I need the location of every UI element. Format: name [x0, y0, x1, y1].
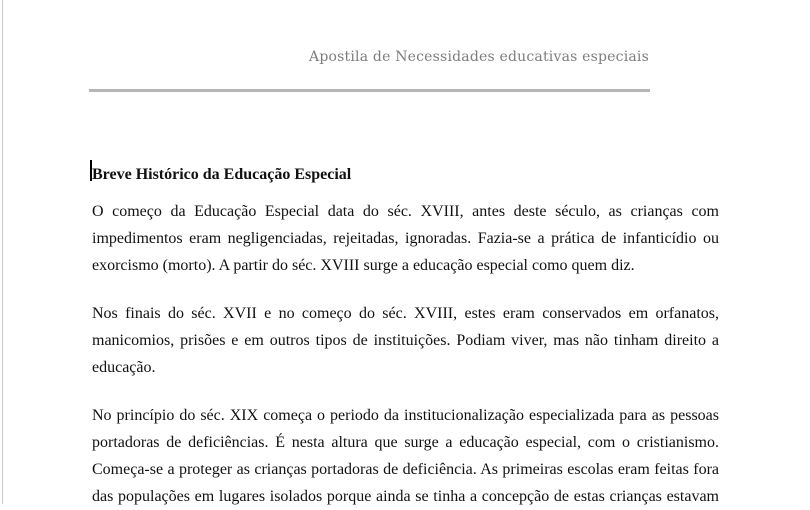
- text-line[interactable]: No princípio do séc. XIX começa o periodo da institucionalização especializada para as pessoas: [92, 407, 719, 424]
- text-line[interactable]: O começo da Educação Especial data do séc. XVIII, antes deste século, as crianças com: [92, 203, 719, 220]
- section-heading[interactable]: Breve Histórico da Educação Especial: [92, 166, 352, 183]
- paragraph-3: [92, 402, 719, 510]
- document-body: [92, 161, 719, 510]
- text-line[interactable]: manicomios, prisões e em outros tipos de instituições. Podiam viver, mas não tinham direito a: [92, 332, 719, 349]
- text-line[interactable]: Nos finais do séc. XVII e no começo do séc. XVIII, estes eram conservados em orfanatos,: [92, 305, 719, 322]
- text-line[interactable]: Começa-se a proteger as crianças portadoras de deficiência. As primeiras escolas eram feitas fora: [92, 461, 719, 478]
- text-cursor: [90, 160, 92, 181]
- text-line[interactable]: portadoras de deficiências. É nesta altura que surge a educação especial, com o cristianismo.: [92, 434, 719, 451]
- text-line[interactable]: educação.: [92, 359, 156, 376]
- text-line[interactable]: das populações em lugares isolados porque ainda se tinha a concepção de estas crianças estavam: [92, 488, 719, 505]
- page-left-edge-line: [2, 0, 3, 504]
- text-line[interactable]: impedimentos eram negligenciadas, rejeitadas, ignoradas. Fazia-se a prática de infanticídio ou: [92, 230, 719, 247]
- paragraph-1: [92, 198, 719, 279]
- text-line[interactable]: exorcismo (morto). A partir do séc. XVIII surge a educação especial como quem diz.: [92, 257, 635, 274]
- page-header-title[interactable]: Apostila de Necessidades educativas especiais: [309, 49, 649, 65]
- header-rule: [89, 89, 650, 92]
- paragraph-2: [92, 300, 719, 381]
